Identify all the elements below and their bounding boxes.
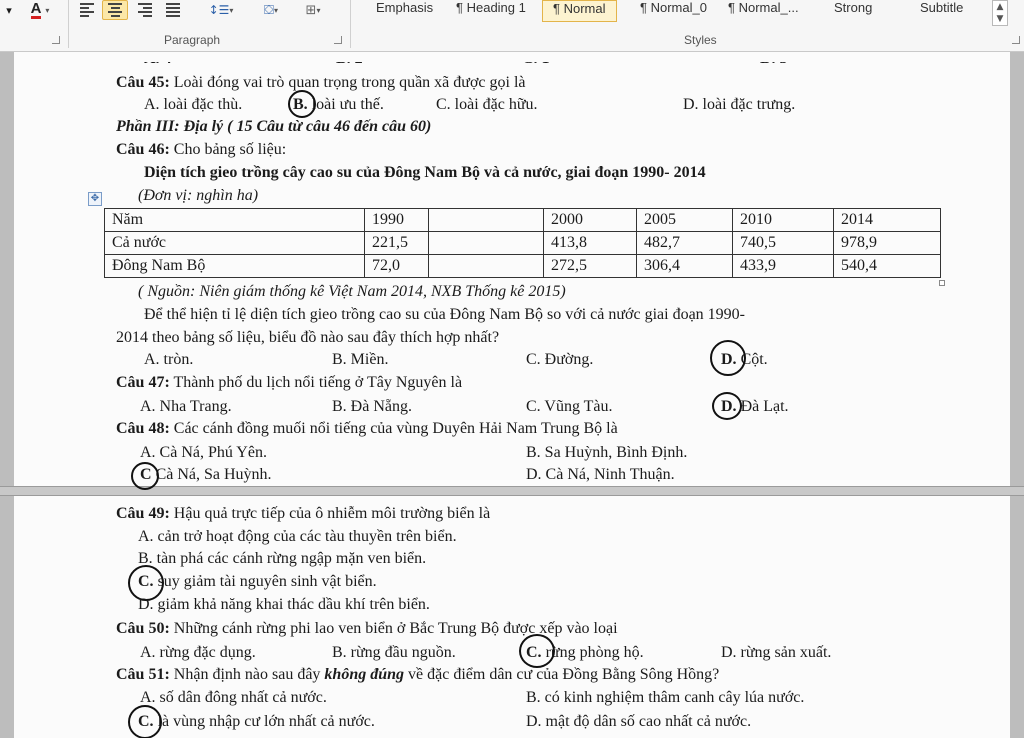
option-letter: C. (526, 644, 542, 661)
question-label: Câu 50: (116, 620, 170, 637)
option-text: Đà Lạt. (740, 398, 789, 415)
table-cell (429, 255, 544, 278)
data-table (104, 208, 941, 278)
align-left-icon (80, 3, 94, 17)
style-strong[interactable]: Strong (834, 0, 873, 15)
table-title: Diện tích gieo trồng cây cao su của Đông Nam Bộ và cả nước, giai đoạn 1990- 2014 (144, 164, 706, 181)
option-letter: C. (138, 573, 154, 590)
scroll-up-icon: ▲ (996, 2, 1004, 12)
align-right-button[interactable] (134, 0, 156, 20)
section-heading: Phần III: Địa lý ( 15 Câu từ câu 46 đến câu 60) (116, 118, 432, 135)
table-source: ( Nguồn: Niên giám thống kê Việt Nam 2014, NXB Thống kê 2015) (138, 283, 566, 300)
table-row (105, 209, 941, 232)
line-spacing-button[interactable]: ↕☰ ▾ (208, 3, 234, 17)
question-text: Loài đóng vai trò quan trọng trong quần xã được gọi là (173, 74, 526, 91)
align-left-button[interactable] (76, 0, 98, 20)
option-text: Cột. (740, 351, 768, 368)
answer-circle-mark (710, 340, 746, 376)
q51-option-a: A. số dân đông nhất cả nước. (140, 689, 327, 706)
shading-button[interactable]: ⛋ ▾ (264, 2, 278, 18)
q50-option-a: A. rừng đặc dụng. (140, 644, 256, 661)
q46-option-c: C. Đường. (526, 351, 594, 368)
q48-option-b: B. Sa Huỳnh, Bình Định. (526, 444, 688, 461)
q51-option-d: D. mật độ dân số cao nhất cả nước. (526, 713, 752, 730)
change-case-icon[interactable]: ▾ (6, 3, 12, 17)
question-51 (116, 665, 719, 685)
option-text: là vùng nhập cư lớn nhất cả nước. (157, 713, 375, 730)
q48-option-d: D. Cà Ná, Ninh Thuận. (526, 466, 675, 483)
question-label: Câu 45: (116, 74, 170, 91)
style-normal-more[interactable]: ¶ Normal_... (728, 0, 799, 15)
table-cell: 740,5 (733, 232, 834, 255)
option-text: rừng phòng hộ. (545, 644, 644, 661)
option-text: loài ưu thế. (311, 96, 384, 113)
question-49 (116, 504, 490, 524)
font-color-icon: A (30, 0, 42, 17)
q46-option-b: B. Miền. (332, 351, 389, 368)
q45-option-d: D. loài đặc trưng. (683, 96, 796, 113)
question-48 (116, 419, 618, 439)
ribbon-separator (350, 0, 351, 48)
align-right-icon (138, 3, 152, 17)
align-center-icon (108, 3, 122, 17)
borders-icon: ⊞ (305, 2, 317, 18)
table-cell (429, 232, 544, 255)
font-dialog-launcher-icon[interactable] (52, 36, 60, 44)
style-normal-selected[interactable]: ¶ Normal (542, 0, 617, 22)
ribbon (0, 0, 1024, 52)
question-label: Câu 46: (116, 141, 170, 158)
page-top-mask (14, 52, 1010, 62)
question-label: Câu 51: (116, 666, 170, 683)
table-cell: Cả nước (105, 232, 365, 255)
q47-option-a: A. Nha Trang. (140, 398, 232, 415)
q47-option-c: C. Vũng Tàu. (526, 398, 613, 415)
styles-group-label: Styles (684, 33, 717, 47)
table-cell: 2000 (544, 209, 637, 232)
table-cell: 540,4 (834, 255, 941, 278)
question-46-prompt-line-1: Để thể hiện tỉ lệ diện tích gieo trồng cao su của Đông Nam Bộ so với cả nước giai đoạn 1990- (144, 306, 745, 323)
table-row (105, 255, 941, 278)
option-letter: D. (721, 351, 737, 368)
table-cell: 1990 (365, 209, 429, 232)
option-letter: D. (721, 398, 737, 415)
q49-option-d: D. giảm khả năng khai thác dầu khí trên biển. (138, 596, 430, 613)
question-text: Cho bảng số liệu: (173, 141, 287, 158)
table-cell: 482,7 (637, 232, 733, 255)
question-text: Những cánh rừng phi lao ven biển ở Bắc Trung Bộ được xếp vào loại (173, 620, 618, 637)
table-cell (429, 209, 544, 232)
question-46-prompt-line-2: 2014 theo bảng số liệu, biểu đồ nào sau đây thích hợp nhất? (116, 329, 500, 346)
table-cell: 2005 (637, 209, 733, 232)
q50-option-d: D. rừng sản xuất. (721, 644, 832, 661)
left-margin-strip (0, 52, 14, 738)
option-letter: B. (293, 96, 308, 113)
q46-option-a: A. tròn. (144, 351, 194, 368)
table-cell: 978,9 (834, 232, 941, 255)
shading-bucket-icon: ⛋ (264, 2, 274, 18)
question-45 (116, 73, 526, 93)
q48-option-c (140, 465, 272, 485)
table-unit: (Đơn vị: nghìn ha) (138, 187, 259, 204)
table-cell: 306,4 (637, 255, 733, 278)
table-cell: 2010 (733, 209, 834, 232)
q50-option-b: B. rừng đầu nguồn. (332, 644, 456, 661)
styles-dialog-launcher-icon[interactable] (1012, 36, 1020, 44)
right-margin-strip (1010, 52, 1024, 738)
q51-option-b: B. có kinh nghiệm thâm canh cây lúa nước. (526, 689, 805, 706)
q45-option-c: C. loài đặc hữu. (436, 96, 538, 113)
option-letter: C (140, 466, 152, 483)
table-cell: 72,0 (365, 255, 429, 278)
style-heading-1[interactable]: ¶ Heading 1 (456, 0, 526, 15)
justify-icon (166, 3, 180, 17)
font-color-button[interactable]: A ▾ (30, 0, 50, 17)
table-cell: 2014 (834, 209, 941, 232)
styles-scroll-button[interactable] (992, 0, 1008, 26)
q48-option-a: A. Cà Ná, Phú Yên. (140, 444, 267, 461)
borders-button[interactable]: ⊞ ▾ (305, 2, 321, 18)
q51-option-c (138, 712, 375, 732)
question-text: Hậu quả trực tiếp của ô nhiễm môi trường biển là (173, 505, 491, 522)
style-subtitle[interactable]: Subtitle (920, 0, 964, 15)
answer-circle-mark (128, 705, 162, 738)
question-46 (116, 140, 286, 160)
table-cell: 433,9 (733, 255, 834, 278)
option-letter: C. (138, 713, 154, 730)
style-emphasis[interactable]: Emphasis (376, 0, 434, 15)
answer-circle-mark (288, 90, 316, 118)
question-text: Nhận định nào sau đây (173, 666, 321, 683)
table-cell: Đông Nam Bộ (105, 255, 365, 278)
question-47 (116, 373, 462, 393)
q49-option-c (138, 572, 377, 592)
scroll-down-icon: ▼ (996, 14, 1004, 24)
table-cell: Năm (105, 209, 365, 232)
style-normal-0[interactable]: ¶ Normal_0 (640, 0, 707, 15)
paragraph-dialog-launcher-icon[interactable] (334, 36, 342, 44)
answer-circle-mark (712, 392, 742, 420)
question-label: Câu 48: (116, 420, 170, 437)
option-text: Cà Ná, Sa Huỳnh. (155, 466, 272, 483)
table-cell: 221,5 (365, 232, 429, 255)
q49-option-b: B. tàn phá các cánh rừng ngập mặn ven biển. (138, 550, 427, 567)
answer-circle-mark (131, 462, 159, 490)
table-move-handle-icon[interactable]: ✥ (88, 192, 102, 206)
question-label: Câu 47: (116, 374, 170, 391)
question-text: Thành phố du lịch nổi tiếng ở Tây Nguyên là (173, 374, 463, 391)
justify-button[interactable] (162, 0, 184, 20)
question-label: Câu 49: (116, 505, 170, 522)
question-text: về đặc điểm dân cư của Đồng Bằng Sông Hồng? (408, 666, 720, 683)
q45-option-a: A. loài đặc thù. (144, 96, 243, 113)
option-text: suy giảm tài nguyên sinh vật biển. (157, 573, 377, 590)
table-cell: 413,8 (544, 232, 637, 255)
table-resize-handle[interactable] (939, 280, 945, 286)
line-spacing-icon: ↕☰ (208, 3, 230, 17)
page-break-gap (0, 486, 1024, 496)
table-cell: 272,5 (544, 255, 637, 278)
align-center-button[interactable] (102, 0, 128, 20)
table-row (105, 232, 941, 255)
ribbon-separator (68, 0, 69, 48)
q49-option-a: A. cản trở hoạt động của các tàu thuyền trên biển. (138, 528, 457, 545)
paragraph-group-label: Paragraph (164, 33, 221, 47)
question-emphasis: không đúng (324, 666, 405, 683)
question-text: Các cánh đồng muối nổi tiếng của vùng Duyên Hải Nam Trung Bộ là (173, 420, 618, 437)
q47-option-b: B. Đà Nẵng. (332, 398, 412, 415)
answer-circle-mark (519, 634, 555, 668)
